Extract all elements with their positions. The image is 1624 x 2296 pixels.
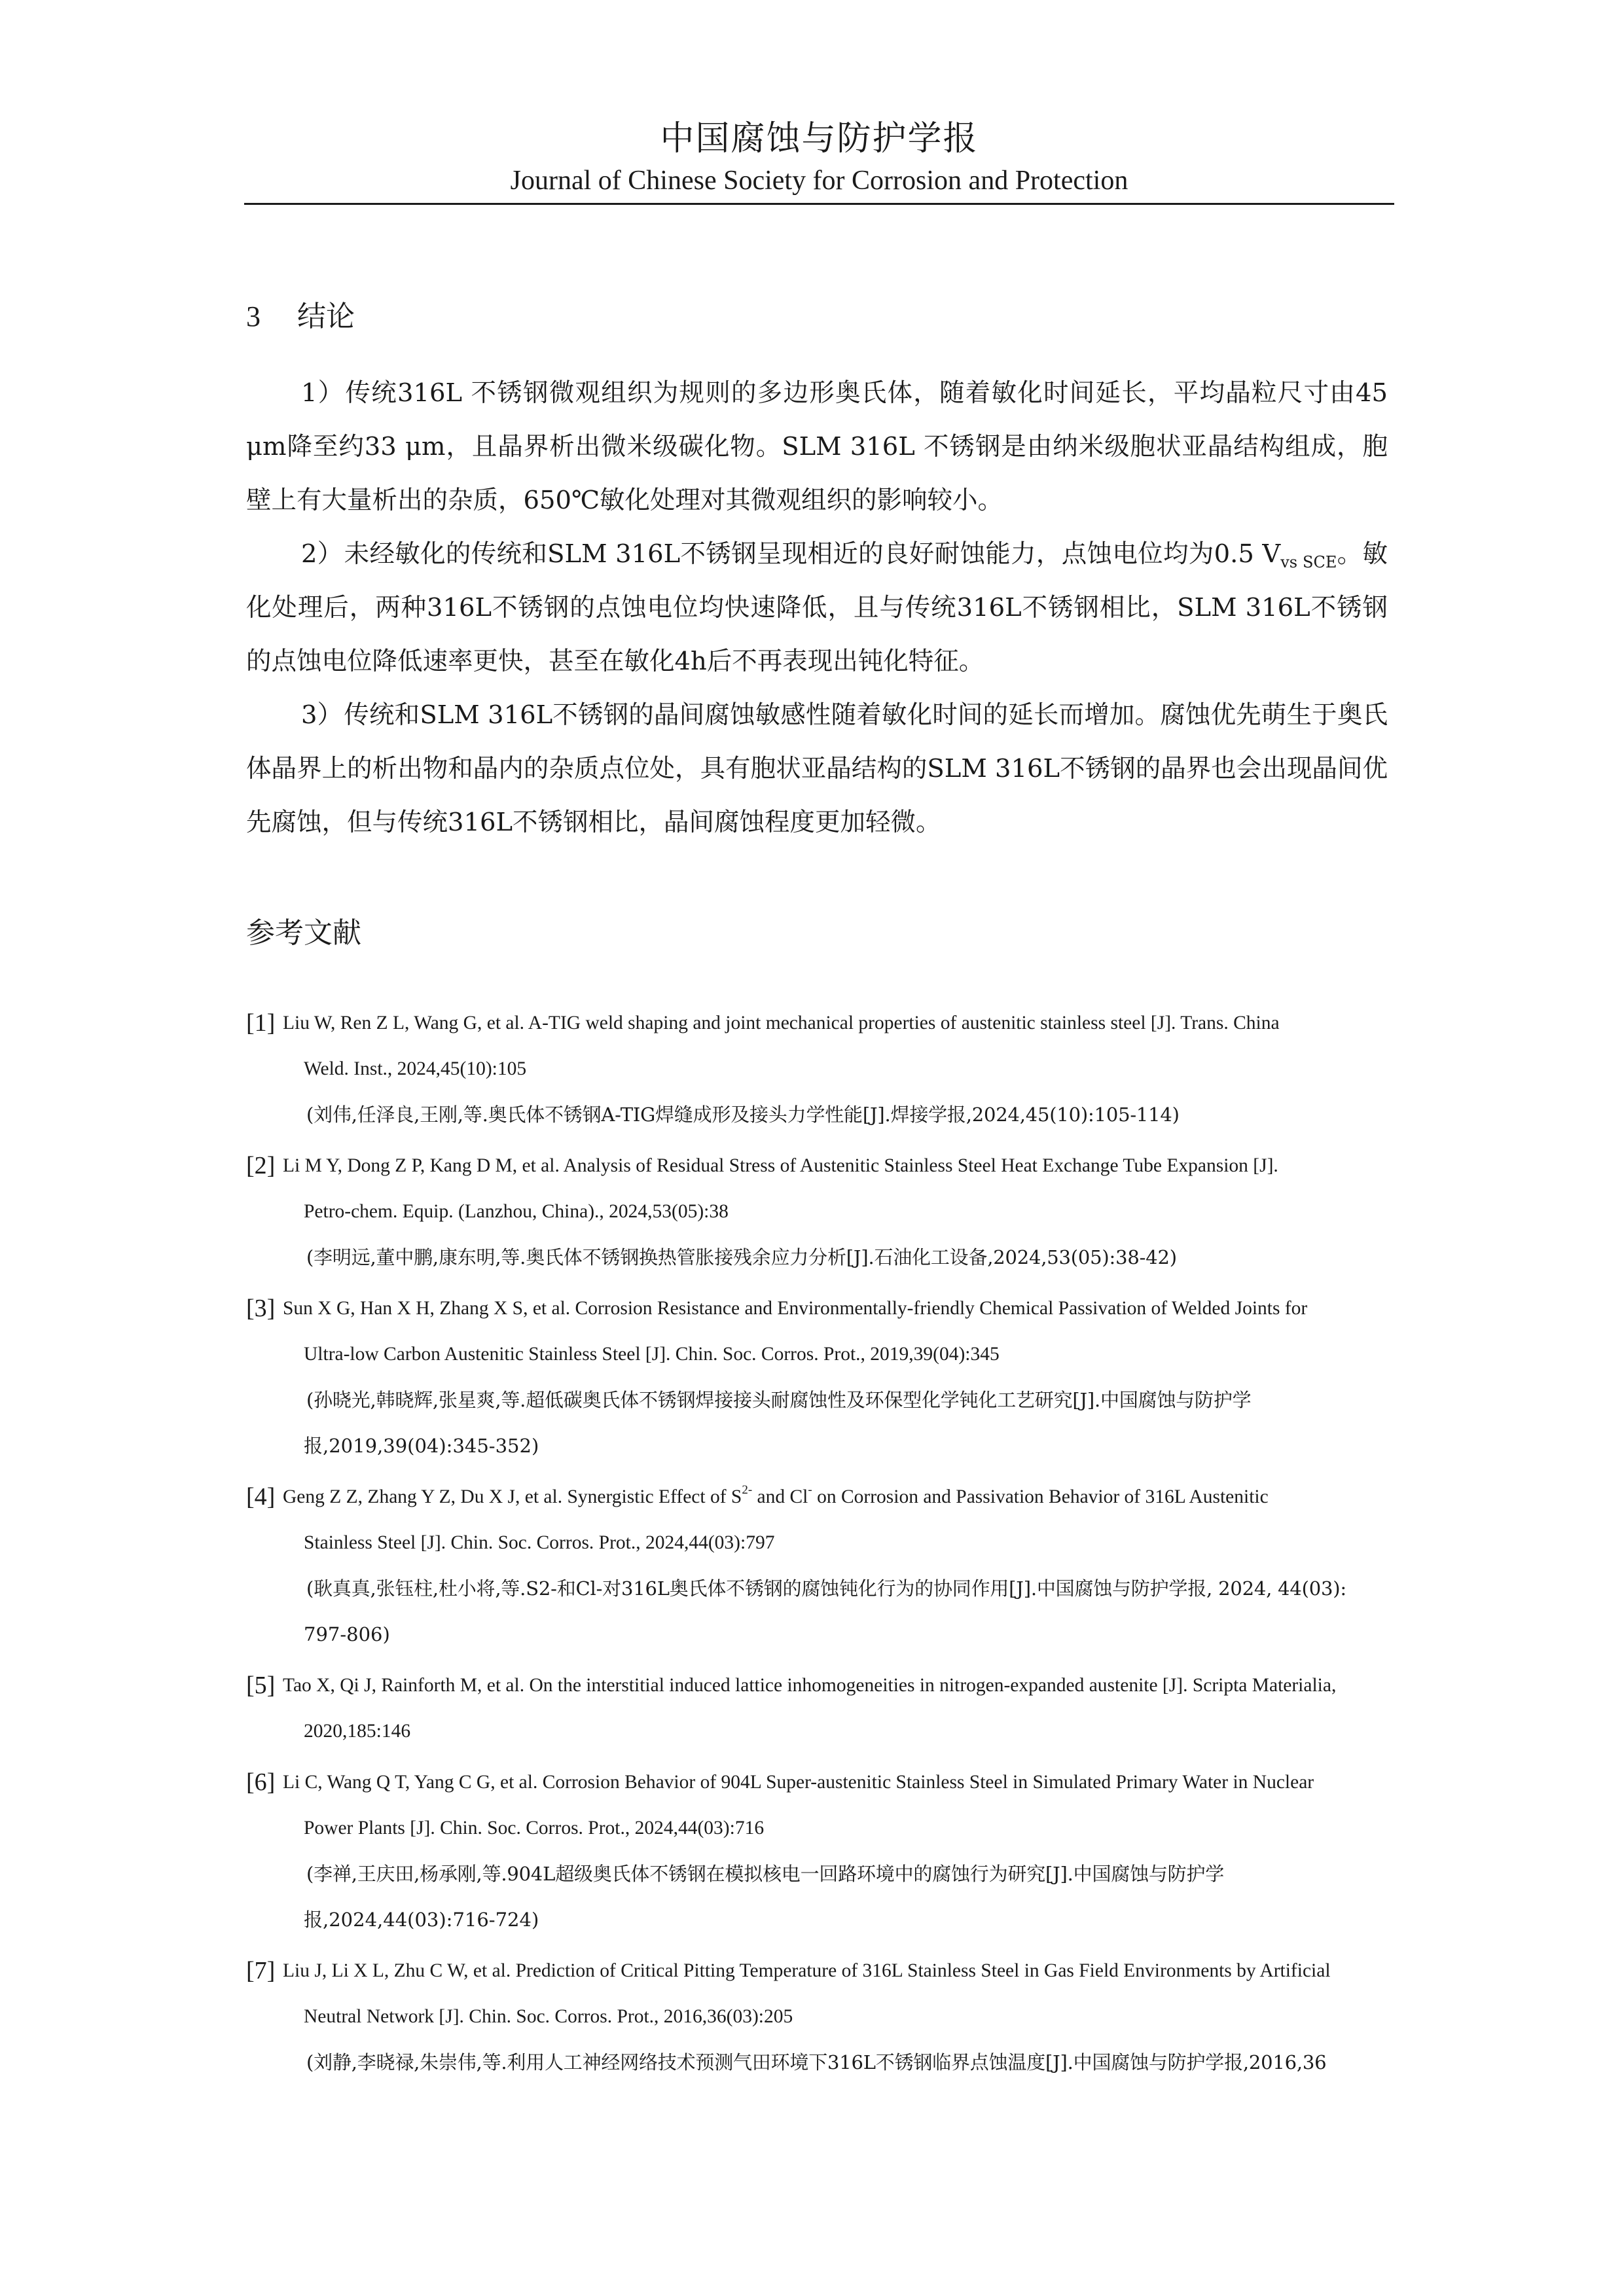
reference-chinese-line-1: (耿真真,张钰柱,杜小将,等.S2-和Cl-对316L奥氏体不锈钢的腐蚀钝化行为的协同作用[J].中国腐蚀与防护学报, 2024, 44(03):: [306, 1577, 1346, 1600]
section-heading-conclusion: [246, 296, 355, 338]
reference-number: [6]: [246, 1768, 276, 1796]
conclusion-paragraph-3: [246, 689, 1388, 850]
potential-reference-subscript: vs SCE: [1280, 553, 1337, 571]
reference-chinese-line-1: (李禅,王庆田,杨承刚,等.904L超级奥氏体不锈钢在模拟核电一回路环境中的腐蚀行为研究[J].中国腐蚀与防护学: [306, 1863, 1225, 1885]
paragraph-text: 传统和SLM 316L不锈钢的晶间腐蚀敏感性随着敏化时间的延长而增加。腐蚀优先萌生于奥氏体晶界上的析出物和晶内的杂质点位处，具有胞状亚晶结构的SLM 316L不锈钢的晶界也会出现晶间优先腐蚀，但与传统316L不锈钢相比，晶间腐蚀程度更加轻微。: [246, 700, 1388, 837]
reference-entry-3: [246, 1285, 1394, 1469]
reference-number: [3]: [246, 1295, 276, 1322]
reference-english-line-2: Stainless Steel [J]. Chin. Soc. Corros. Prot., 2024,44(03):797: [304, 1532, 775, 1553]
reference-english-line-2: 2020,185:146: [304, 1721, 411, 1742]
reference-entry-4: [246, 1474, 1394, 1657]
paragraph-text: 未经敏化的传统和SLM 316L不锈钢呈现相近的良好耐蚀能力，点蚀电位均为0.5 V: [344, 539, 1281, 569]
reference-english-line-1: Liu W, Ren Z L, Wang G, et al. A-TIG weld shaping and joint mechanical properties of austenitic stainless steel [J]. Trans. China: [283, 1013, 1280, 1033]
journal-title-chinese: 中国腐蚀与防护学报: [660, 119, 979, 158]
reference-number: [4]: [246, 1483, 276, 1511]
paragraph-text-continued: 。敏化处理后，两种316L不锈钢的点蚀电位均快速降低，且与传统316L不锈钢相比，SLM 316L不锈钢的点蚀电位降低速率更快，甚至在敏化4h后不再表现出钝化特征。: [246, 539, 1388, 676]
reference-entry-7: [246, 1948, 1394, 2085]
running-header: [244, 115, 1394, 199]
reference-text-part: and Cl: [752, 1486, 808, 1507]
reference-chinese-line-1: (刘伟,任泽良,王刚,等.奥氏体不锈钢A-TIG焊缝成形及接头力学性能[J].焊接学报,2024,45(10):105-114): [306, 1103, 1180, 1126]
reference-text-part: Geng Z Z, Zhang Y Z, Du X J, et al. Synergistic Effect of S: [283, 1486, 742, 1507]
reference-english-line-2: Petro-chem. Equip. (Lanzhou, China)., 2024,53(05):38: [304, 1201, 729, 1222]
paragraph-text: 传统316L 不锈钢微观组织为规则的多边形奥氏体，随着敏化时间延长，平均晶粒尺寸由45 μm降至约33 μm，且晶界析出微米级碳化物。SLM 316L 不锈钢是由纳米级胞状亚晶结构组成，胞壁上有大量析出的杂质，650℃敏化处理对其微观组织的影响较小。: [246, 378, 1388, 515]
reference-english-line-1: [246, 1474, 1394, 1520]
reference-entry-6: [246, 1759, 1394, 1943]
reference-chinese-line-1: (李明远,董中鹏,康东明,等.奥氏体不锈钢换热管胀接残余应力分析[J].石油化工设备,2024,53(05):38-42): [306, 1246, 1177, 1268]
reference-english-line-2: Weld. Inst., 2024,45(10):105: [304, 1058, 527, 1079]
header-rule: [244, 203, 1394, 205]
reference-chinese-line-1: (刘静,李晓禄,朱崇伟,等.利用人工神经网络技术预测气田环境下316L不锈钢临界点蚀温度[J].中国腐蚀与防护学报,2016,36: [306, 2051, 1327, 2073]
reference-chinese-line-2: 797-806): [304, 1623, 390, 1645]
reference-list: [246, 1000, 1394, 2085]
reference-english-line-1: Sun X G, Han X H, Zhang X S, et al. Corrosion Resistance and Environmentally-friendly Chemical Passivation of Welded Joints for: [283, 1298, 1308, 1319]
reference-number: [5]: [246, 1672, 276, 1699]
reference-english-line-2: Power Plants [J]. Chin. Soc. Corros. Prot., 2024,44(03):716: [304, 1818, 765, 1839]
conclusion-paragraph-2: [246, 528, 1388, 689]
reference-number: [2]: [246, 1152, 276, 1179]
reference-chinese-line-2: 报,2024,44(03):716-724): [304, 1909, 539, 1931]
reference-english-line-1: Liu J, Li X L, Zhu C W, et al. Prediction of Critical Pitting Temperature of 316L Stainless Steel in Gas Field Environments by Artificial: [283, 1960, 1331, 1981]
chloride-charge-superscript: -: [808, 1483, 812, 1497]
reference-english-line-2: Ultra-low Carbon Austenitic Stainless Steel [J]. Chin. Soc. Corros. Prot., 2019,39(04):345: [304, 1344, 1000, 1365]
paragraph-lead: 2）: [301, 539, 343, 569]
conclusion-paragraph-1: [246, 367, 1388, 528]
reference-entry-2: [246, 1143, 1394, 1280]
reference-english-line-1: Tao X, Qi J, Rainforth M, et al. On the interstitial induced lattice inhomogeneities in nitrogen-expanded austenite [J]. Scripta Materialia,: [283, 1675, 1337, 1696]
reference-entry-5: [246, 1662, 1394, 1754]
sulfide-charge-superscript: 2-: [742, 1483, 753, 1497]
paragraph-lead: 1）: [301, 378, 344, 408]
journal-title-english: Journal of Chinese Society for Corrosion and Protection: [510, 166, 1128, 196]
reference-english-line-1: Li C, Wang Q T, Yang C G, et al. Corrosion Behavior of 904L Super-austenitic Stainless Steel in Simulated Primary Water in Nuclear: [283, 1772, 1314, 1793]
reference-chinese-line-1: (孙晓光,韩晓辉,张星爽,等.超低碳奥氏体不锈钢焊接接头耐腐蚀性及环保型化学钝化工艺研究[J].中国腐蚀与防护学: [306, 1389, 1252, 1411]
paragraph-lead: 3）: [301, 700, 343, 730]
reference-number: [1]: [246, 1009, 276, 1037]
reference-chinese-line-2: 报,2019,39(04):345-352): [304, 1435, 539, 1457]
reference-number: [7]: [246, 1957, 276, 1984]
conclusion-body: [246, 367, 1388, 850]
reference-english-line-2: Neutral Network [J]. Chin. Soc. Corros. Prot., 2016,36(03):205: [304, 2006, 793, 2027]
reference-english-line-1: Li M Y, Dong Z P, Kang D M, et al. Analysis of Residual Stress of Austenitic Stainless Steel Heat Exchange Tube Expansion [J].: [283, 1155, 1278, 1176]
references-heading: 参考文献: [246, 916, 361, 950]
reference-text-part: on Corrosion and Passivation Behavior of 316L Austenitic: [812, 1486, 1269, 1507]
section-title: 结论: [297, 300, 355, 333]
section-number: 3: [246, 300, 261, 332]
reference-entry-1: [246, 1000, 1394, 1138]
